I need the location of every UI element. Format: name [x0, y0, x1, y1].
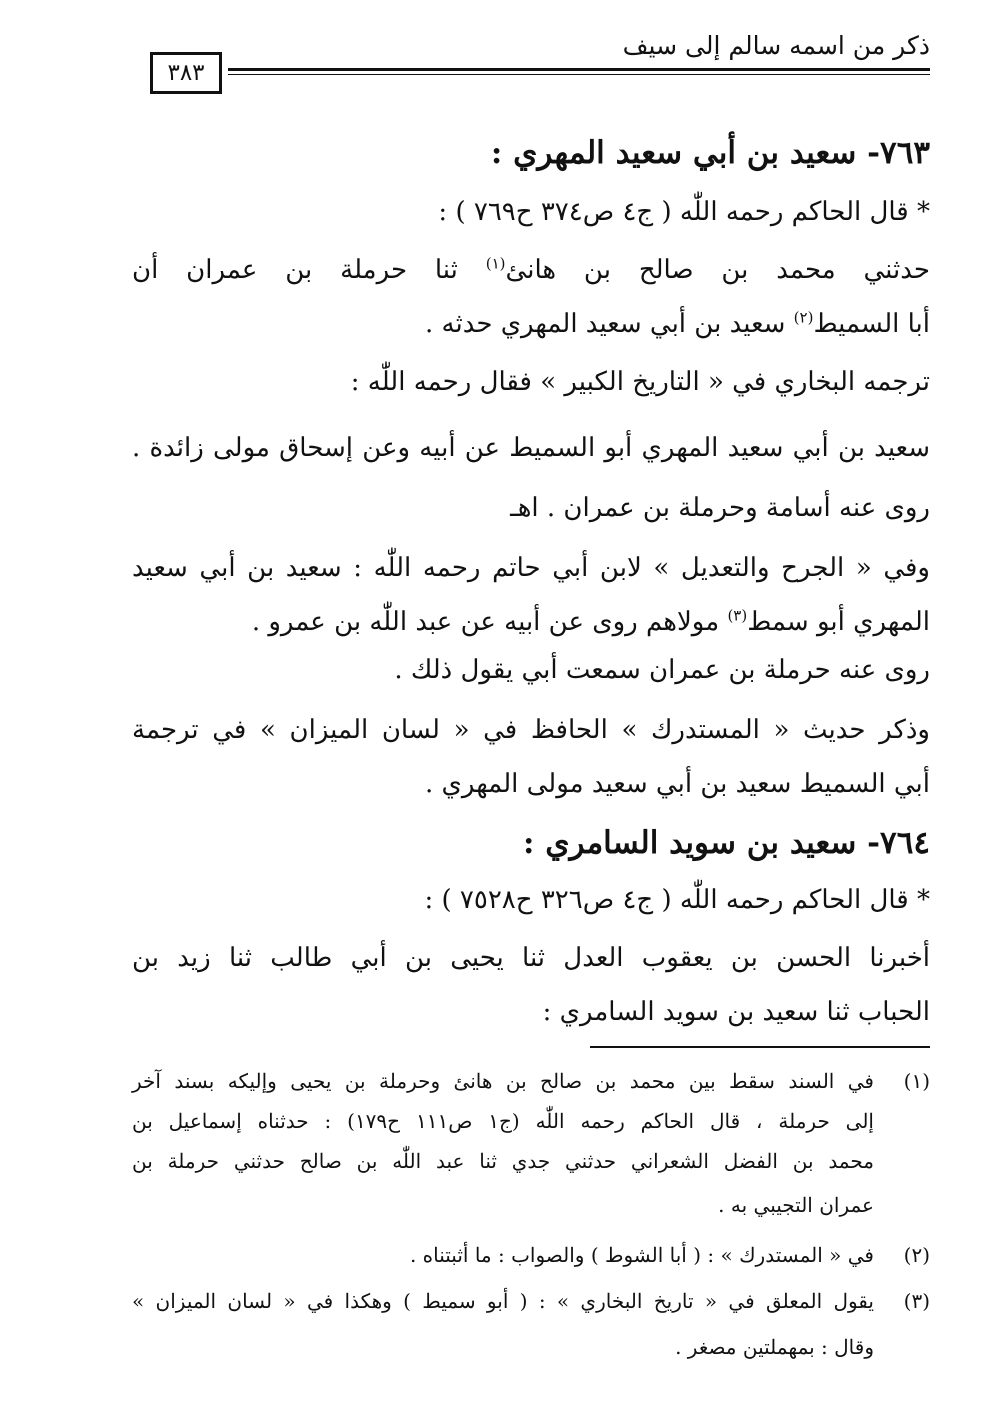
entry-heading: ٧٦٣- سعيد بن أبي سعيد المهري : [490, 135, 930, 171]
hadith-text-line: أخبرنا الحسن بن يعقوب العدل ثنا يحيى بن أبي طالب ثنا زيد بن [132, 943, 930, 973]
footnote-marker: (١) [485, 254, 506, 273]
footnote-number: (٣) [903, 1289, 930, 1313]
paragraph-line: سعيد بن أبي سعيد المهري أبو السميط عن أبيه وعن إسحاق مولى زائدة . [132, 433, 931, 463]
footnote-line: وقال : بمهملتين مصغر . [675, 1335, 874, 1359]
footnote-line: في السند سقط بين محمد بن صالح بن هانئ وحرملة بن يحيى وإليكه بسند آخر [132, 1069, 874, 1093]
hadith-text-line [132, 248, 930, 292]
paragraph-line [252, 600, 930, 644]
text-span: المهري أبو سمط [747, 607, 930, 637]
page-number: ٣٨٣ [150, 52, 222, 94]
footnote-line: عمران التجيبي به . [718, 1193, 874, 1217]
footnote-marker: (٣) [727, 606, 748, 625]
header-rule [228, 68, 930, 71]
paragraph-line: روى عنه حرملة بن عمران سمعت أبي يقول ذلك . [394, 655, 930, 685]
text-span: مولاهم روى عن أبيه عن عبد اللّٰه بن عمرو . [251, 607, 728, 637]
header-rule-thin [228, 74, 930, 75]
footnote-line: إلى حرملة ، قال الحاكم رحمه اللّٰه (ج١ ص١١١ ح١٧٩) : حدثناه إسماعيل بن [132, 1109, 874, 1133]
entry-heading: ٧٦٤- سعيد بن سويد السامري : [522, 825, 930, 861]
text-span: ثنا حرملة بن عمران أن [132, 255, 486, 285]
paragraph-line: روى عنه أسامة وحرملة بن عمران . اهـ [510, 493, 930, 523]
paragraph-line: وذكر حديث « المستدرك » الحافظ في « لسان الميزان » في ترجمة [132, 715, 930, 745]
source-citation: * قال الحاكم رحمه اللّٰه ( ج٤ ص٣٢٦ ح٧٥٢٨ ) : [424, 885, 930, 915]
paragraph-line: أبي السميط سعيد بن أبي سعيد مولى المهري . [424, 769, 930, 799]
footnote-line: محمد بن الفضل الشعراني حدثني جدي ثنا عبد اللّٰه بن صالح حدثني حرملة بن [132, 1149, 874, 1173]
footnote-number: (٢) [903, 1243, 930, 1267]
hadith-text-line: الحباب ثنا سعيد بن سويد السامري : [542, 997, 930, 1027]
source-citation: * قال الحاكم رحمه اللّٰه ( ج٤ ص٣٧٤ ح٧٦٩ ) : [438, 197, 930, 227]
running-header-title: ذكر من اسمه سالم إلى سيف [622, 31, 930, 60]
paragraph-line: وفي « الجرح والتعديل » لابن أبي حاتم رحمه اللّٰه : سعيد بن أبي سعيد [132, 553, 930, 583]
text-span: حدثني محمد بن صالح بن هانئ [505, 255, 930, 285]
hadith-text-line [425, 302, 930, 346]
text-span: أبا السميط [813, 309, 930, 339]
footnote-marker: (٢) [793, 308, 814, 327]
footnote-separator [590, 1046, 930, 1048]
footnote-line: في « المستدرك » : ( أبا الشوط ) والصواب : ما أثبتناه . [409, 1243, 874, 1267]
footnote-number: (١) [903, 1069, 930, 1093]
paragraph-line: ترجمه البخاري في « التاريخ الكبير » فقال رحمه اللّٰه : [350, 367, 930, 397]
footnote-line: يقول المعلق في « تاريخ البخاري » : ( أبو سميط ) وهكذا في « لسان الميزان » [132, 1289, 874, 1313]
text-span: سعيد بن أبي سعيد المهري حدثه . [425, 309, 794, 339]
